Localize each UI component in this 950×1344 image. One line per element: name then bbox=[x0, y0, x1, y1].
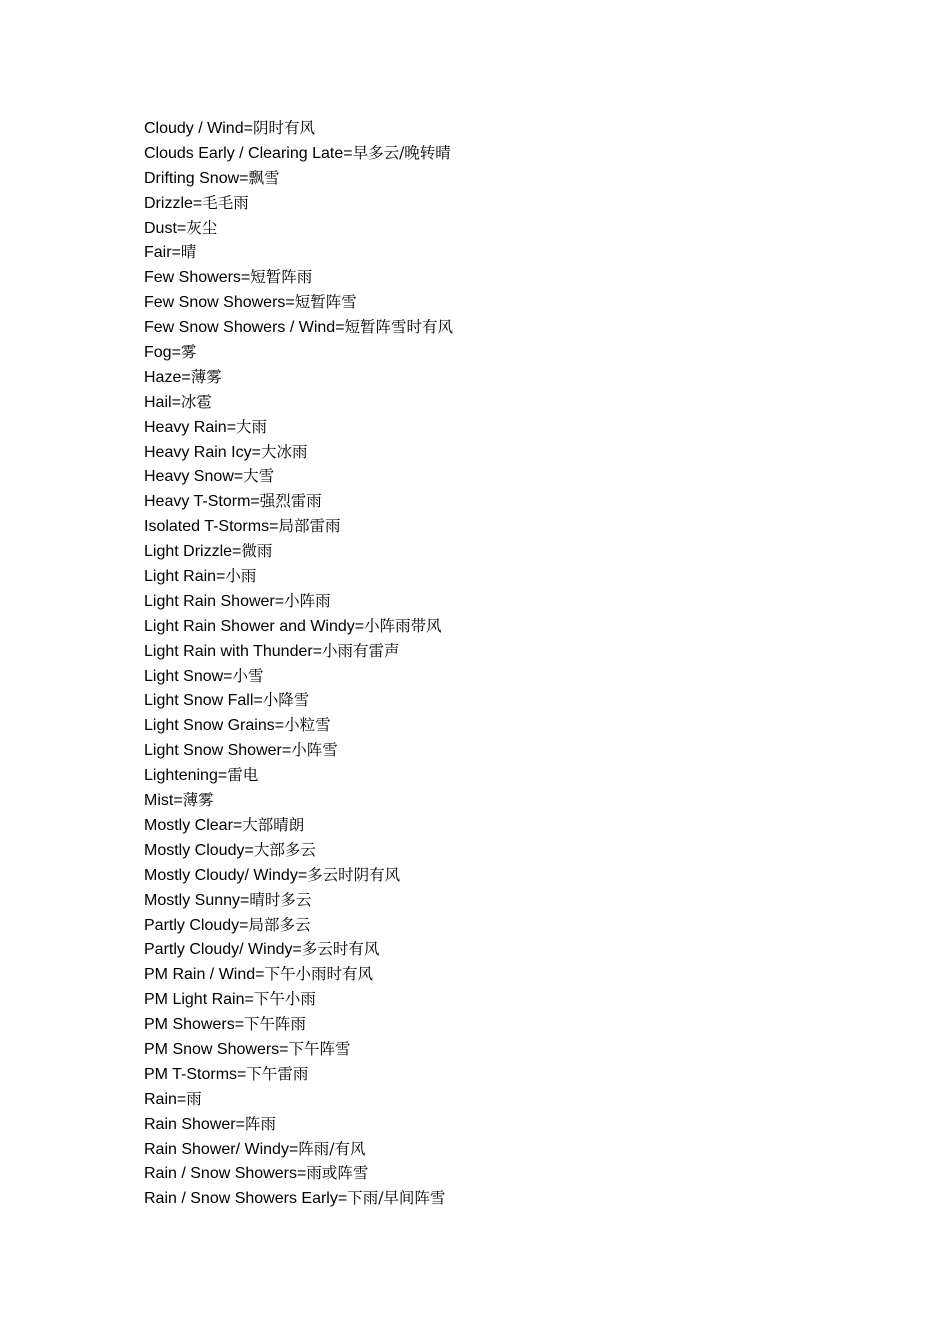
chinese-translation: 短暂阵雪 bbox=[294, 293, 357, 312]
glossary-entry bbox=[144, 863, 844, 888]
glossary-entry bbox=[144, 390, 844, 415]
chinese-translation: 下午小雨时有风 bbox=[264, 965, 373, 984]
chinese-translation: 下午阵雪 bbox=[288, 1039, 351, 1058]
english-term: Light Snow bbox=[144, 667, 224, 685]
glossary-entry bbox=[144, 191, 844, 216]
chinese-translation: 小雪 bbox=[232, 666, 264, 685]
equals-separator: = bbox=[288, 1140, 299, 1158]
english-term: Light Snow Shower bbox=[144, 742, 282, 760]
chinese-translation: 薄雾 bbox=[182, 791, 214, 810]
english-term: Partly Cloudy/ Windy bbox=[144, 941, 293, 959]
glossary-entry bbox=[144, 838, 844, 863]
equals-separator: = bbox=[292, 941, 302, 959]
equals-separator: = bbox=[192, 194, 203, 212]
chinese-translation: 局部雷雨 bbox=[278, 517, 341, 536]
glossary-entry bbox=[144, 240, 844, 265]
glossary-entry bbox=[144, 688, 844, 713]
equals-separator: = bbox=[226, 418, 237, 436]
glossary-entry bbox=[144, 813, 844, 838]
english-term: Mostly Cloudy bbox=[144, 841, 245, 859]
equals-separator: = bbox=[233, 468, 244, 486]
english-term: Light Drizzle bbox=[144, 543, 233, 561]
chinese-translation: 灰尘 bbox=[186, 218, 218, 237]
chinese-translation: 雨或阵雪 bbox=[306, 1164, 369, 1183]
chinese-translation: 下午雷雨 bbox=[246, 1064, 309, 1083]
english-term: Isolated T-Storms bbox=[144, 518, 270, 536]
equals-separator: = bbox=[223, 667, 233, 685]
glossary-entry bbox=[144, 340, 844, 365]
english-term: Few Showers bbox=[144, 269, 241, 287]
english-term: Partly Cloudy bbox=[144, 916, 240, 934]
equals-separator: = bbox=[243, 120, 253, 137]
english-term: Heavy Rain Icy bbox=[144, 443, 252, 461]
equals-separator: = bbox=[240, 269, 251, 287]
glossary-entry bbox=[144, 539, 844, 564]
glossary-entry bbox=[144, 664, 844, 689]
equals-separator: = bbox=[335, 319, 345, 337]
chinese-translation: 小阵雪 bbox=[291, 741, 338, 760]
chinese-translation: 短暂阵雪时有风 bbox=[344, 318, 454, 337]
equals-separator: = bbox=[240, 891, 250, 909]
equals-separator: = bbox=[173, 792, 183, 810]
english-term: Heavy Snow bbox=[144, 468, 234, 486]
equals-separator: = bbox=[281, 742, 292, 760]
chinese-translation: 阵雨/有风 bbox=[298, 1139, 366, 1158]
equals-separator: = bbox=[285, 294, 295, 312]
equals-separator: = bbox=[255, 966, 265, 984]
equals-separator: = bbox=[343, 144, 353, 162]
english-term: Drifting Snow bbox=[144, 169, 240, 187]
glossary-entry bbox=[144, 514, 844, 539]
glossary-entry bbox=[144, 1037, 844, 1062]
english-term: Mostly Sunny bbox=[144, 891, 241, 909]
english-term: PM Rain / Wind bbox=[144, 966, 256, 984]
chinese-translation: 短暂阵雨 bbox=[250, 268, 313, 287]
english-term: Rain / Snow Showers Early bbox=[144, 1190, 338, 1208]
chinese-translation: 雨 bbox=[186, 1089, 202, 1108]
chinese-translation: 下午小雨 bbox=[253, 990, 316, 1009]
glossary-entry bbox=[144, 639, 844, 664]
glossary-entry bbox=[144, 365, 844, 390]
chinese-translation: 阴时有风 bbox=[252, 119, 315, 137]
glossary-entry bbox=[144, 1012, 844, 1037]
english-term: Dust bbox=[144, 219, 177, 237]
equals-separator: = bbox=[269, 518, 279, 536]
equals-separator: = bbox=[217, 767, 228, 785]
equals-separator: = bbox=[253, 692, 263, 710]
english-term: Light Rain with Thunder bbox=[144, 642, 313, 660]
equals-separator: = bbox=[354, 617, 365, 635]
glossary-entry bbox=[144, 1087, 844, 1112]
chinese-translation: 多云时有风 bbox=[301, 940, 380, 959]
english-term: Light Rain Shower and Windy bbox=[144, 617, 355, 635]
equals-separator: = bbox=[244, 991, 254, 1009]
english-term: Haze bbox=[144, 368, 182, 386]
equals-separator: = bbox=[251, 443, 261, 461]
equals-separator: = bbox=[244, 841, 254, 859]
chinese-translation: 大部多云 bbox=[253, 840, 316, 859]
glossary-entry bbox=[144, 564, 844, 589]
chinese-translation: 小降雪 bbox=[262, 691, 310, 710]
glossary-entry bbox=[144, 265, 844, 290]
equals-separator: = bbox=[176, 219, 187, 237]
english-term: Fair bbox=[144, 244, 172, 262]
glossary-entry bbox=[144, 166, 844, 191]
glossary-entry bbox=[144, 216, 844, 241]
chinese-translation: 薄雾 bbox=[190, 367, 222, 386]
chinese-translation: 大雨 bbox=[236, 417, 268, 436]
chinese-translation: 早多云/晚转晴 bbox=[352, 143, 451, 162]
equals-separator: = bbox=[176, 1090, 187, 1108]
chinese-translation: 大冰雨 bbox=[260, 442, 308, 461]
equals-separator: = bbox=[250, 493, 260, 511]
english-term: Drizzle bbox=[144, 194, 193, 212]
english-term: Light Snow Grains bbox=[144, 717, 275, 735]
glossary-list bbox=[144, 116, 844, 1211]
glossary-entry bbox=[144, 937, 844, 962]
glossary-entry bbox=[144, 713, 844, 738]
glossary-entry bbox=[144, 489, 844, 514]
chinese-translation: 小阵雨 bbox=[284, 591, 331, 610]
equals-separator: = bbox=[296, 1165, 307, 1183]
english-term: Heavy T-Storm bbox=[144, 493, 251, 511]
english-term: Fog bbox=[144, 344, 172, 362]
glossary-entry bbox=[144, 763, 844, 788]
equals-separator: = bbox=[297, 866, 308, 884]
english-term: PM Snow Showers bbox=[144, 1040, 280, 1058]
english-term: Few Snow Showers bbox=[144, 294, 286, 312]
equals-separator: = bbox=[216, 568, 226, 586]
chinese-translation: 小雨有雷声 bbox=[322, 641, 400, 660]
equals-separator: = bbox=[235, 1115, 245, 1133]
english-term: Few Snow Showers / Wind bbox=[144, 319, 336, 337]
chinese-translation: 冰雹 bbox=[180, 392, 212, 411]
chinese-translation: 晴时多云 bbox=[249, 890, 312, 909]
glossary-entry bbox=[144, 1186, 844, 1211]
glossary-entry bbox=[144, 962, 844, 987]
equals-separator: = bbox=[181, 368, 191, 386]
equals-separator: = bbox=[239, 916, 249, 934]
glossary-entry bbox=[144, 141, 844, 166]
english-term: PM Showers bbox=[144, 1016, 235, 1034]
chinese-translation: 下午阵雨 bbox=[244, 1015, 307, 1034]
chinese-translation: 毛毛雨 bbox=[202, 193, 249, 212]
equals-separator: = bbox=[237, 1065, 247, 1083]
english-term: Light Rain bbox=[144, 568, 217, 586]
chinese-translation: 局部多云 bbox=[248, 915, 311, 934]
chinese-translation: 下雨/早间阵雪 bbox=[347, 1189, 446, 1208]
glossary-entry bbox=[144, 1112, 844, 1137]
chinese-translation: 小阵雨带风 bbox=[364, 616, 442, 635]
glossary-entry bbox=[144, 913, 844, 938]
chinese-translation: 雷电 bbox=[227, 766, 259, 785]
chinese-translation: 小粒雪 bbox=[284, 716, 331, 735]
equals-separator: = bbox=[171, 344, 181, 362]
chinese-translation: 雾 bbox=[180, 343, 197, 362]
chinese-translation: 大雪 bbox=[243, 467, 275, 486]
english-term: Mostly Cloudy/ Windy bbox=[144, 866, 298, 884]
equals-separator: = bbox=[234, 1016, 245, 1034]
equals-separator: = bbox=[239, 169, 249, 187]
english-term: Rain bbox=[144, 1090, 177, 1108]
glossary-entry bbox=[144, 738, 844, 763]
glossary-entry bbox=[144, 315, 844, 340]
chinese-translation: 强烈雷雨 bbox=[259, 492, 322, 511]
glossary-entry bbox=[144, 589, 844, 614]
equals-separator: = bbox=[171, 393, 181, 411]
english-term: Cloudy / Wind bbox=[144, 120, 244, 137]
english-term: Rain Shower/ Windy bbox=[144, 1140, 289, 1158]
glossary-entry bbox=[144, 614, 844, 639]
english-term: Heavy Rain bbox=[144, 418, 227, 436]
english-term: Mist bbox=[144, 792, 174, 810]
glossary-entry bbox=[144, 464, 844, 489]
glossary-entry bbox=[144, 987, 844, 1012]
english-term: Clouds Early / Clearing Late bbox=[144, 144, 344, 162]
glossary-entry bbox=[144, 290, 844, 315]
chinese-translation: 阵雨 bbox=[244, 1114, 276, 1133]
english-term: PM T-Storms bbox=[144, 1065, 238, 1083]
english-term: Lightening bbox=[144, 767, 218, 785]
english-term: Light Snow Fall bbox=[144, 692, 254, 710]
glossary-entry bbox=[144, 788, 844, 813]
equals-separator: = bbox=[171, 244, 181, 262]
chinese-translation: 飘雪 bbox=[248, 168, 280, 187]
equals-separator: = bbox=[337, 1190, 348, 1208]
glossary-entry bbox=[144, 888, 844, 913]
glossary-entry bbox=[144, 1062, 844, 1087]
equals-separator: = bbox=[232, 816, 243, 834]
chinese-translation: 微雨 bbox=[241, 542, 273, 561]
equals-separator: = bbox=[274, 717, 285, 735]
english-term: Mostly Clear bbox=[144, 816, 233, 834]
glossary-entry bbox=[144, 1161, 844, 1186]
equals-separator: = bbox=[279, 1040, 289, 1058]
chinese-translation: 多云时阴有风 bbox=[307, 865, 401, 884]
english-term: Light Rain Shower bbox=[144, 592, 275, 610]
equals-separator: = bbox=[232, 543, 242, 561]
glossary-entry bbox=[144, 415, 844, 440]
glossary-entry bbox=[144, 1137, 844, 1162]
equals-separator: = bbox=[274, 592, 285, 610]
equals-separator: = bbox=[312, 642, 323, 660]
chinese-translation: 大部晴朗 bbox=[242, 815, 305, 834]
english-term: Rain Shower bbox=[144, 1115, 236, 1133]
english-term: PM Light Rain bbox=[144, 991, 245, 1009]
english-term: Rain / Snow Showers bbox=[144, 1165, 297, 1183]
english-term: Hail bbox=[144, 393, 172, 411]
glossary-entry bbox=[144, 440, 844, 465]
glossary-entry bbox=[144, 116, 844, 141]
chinese-translation: 晴 bbox=[180, 243, 197, 262]
chinese-translation: 小雨 bbox=[225, 567, 257, 586]
